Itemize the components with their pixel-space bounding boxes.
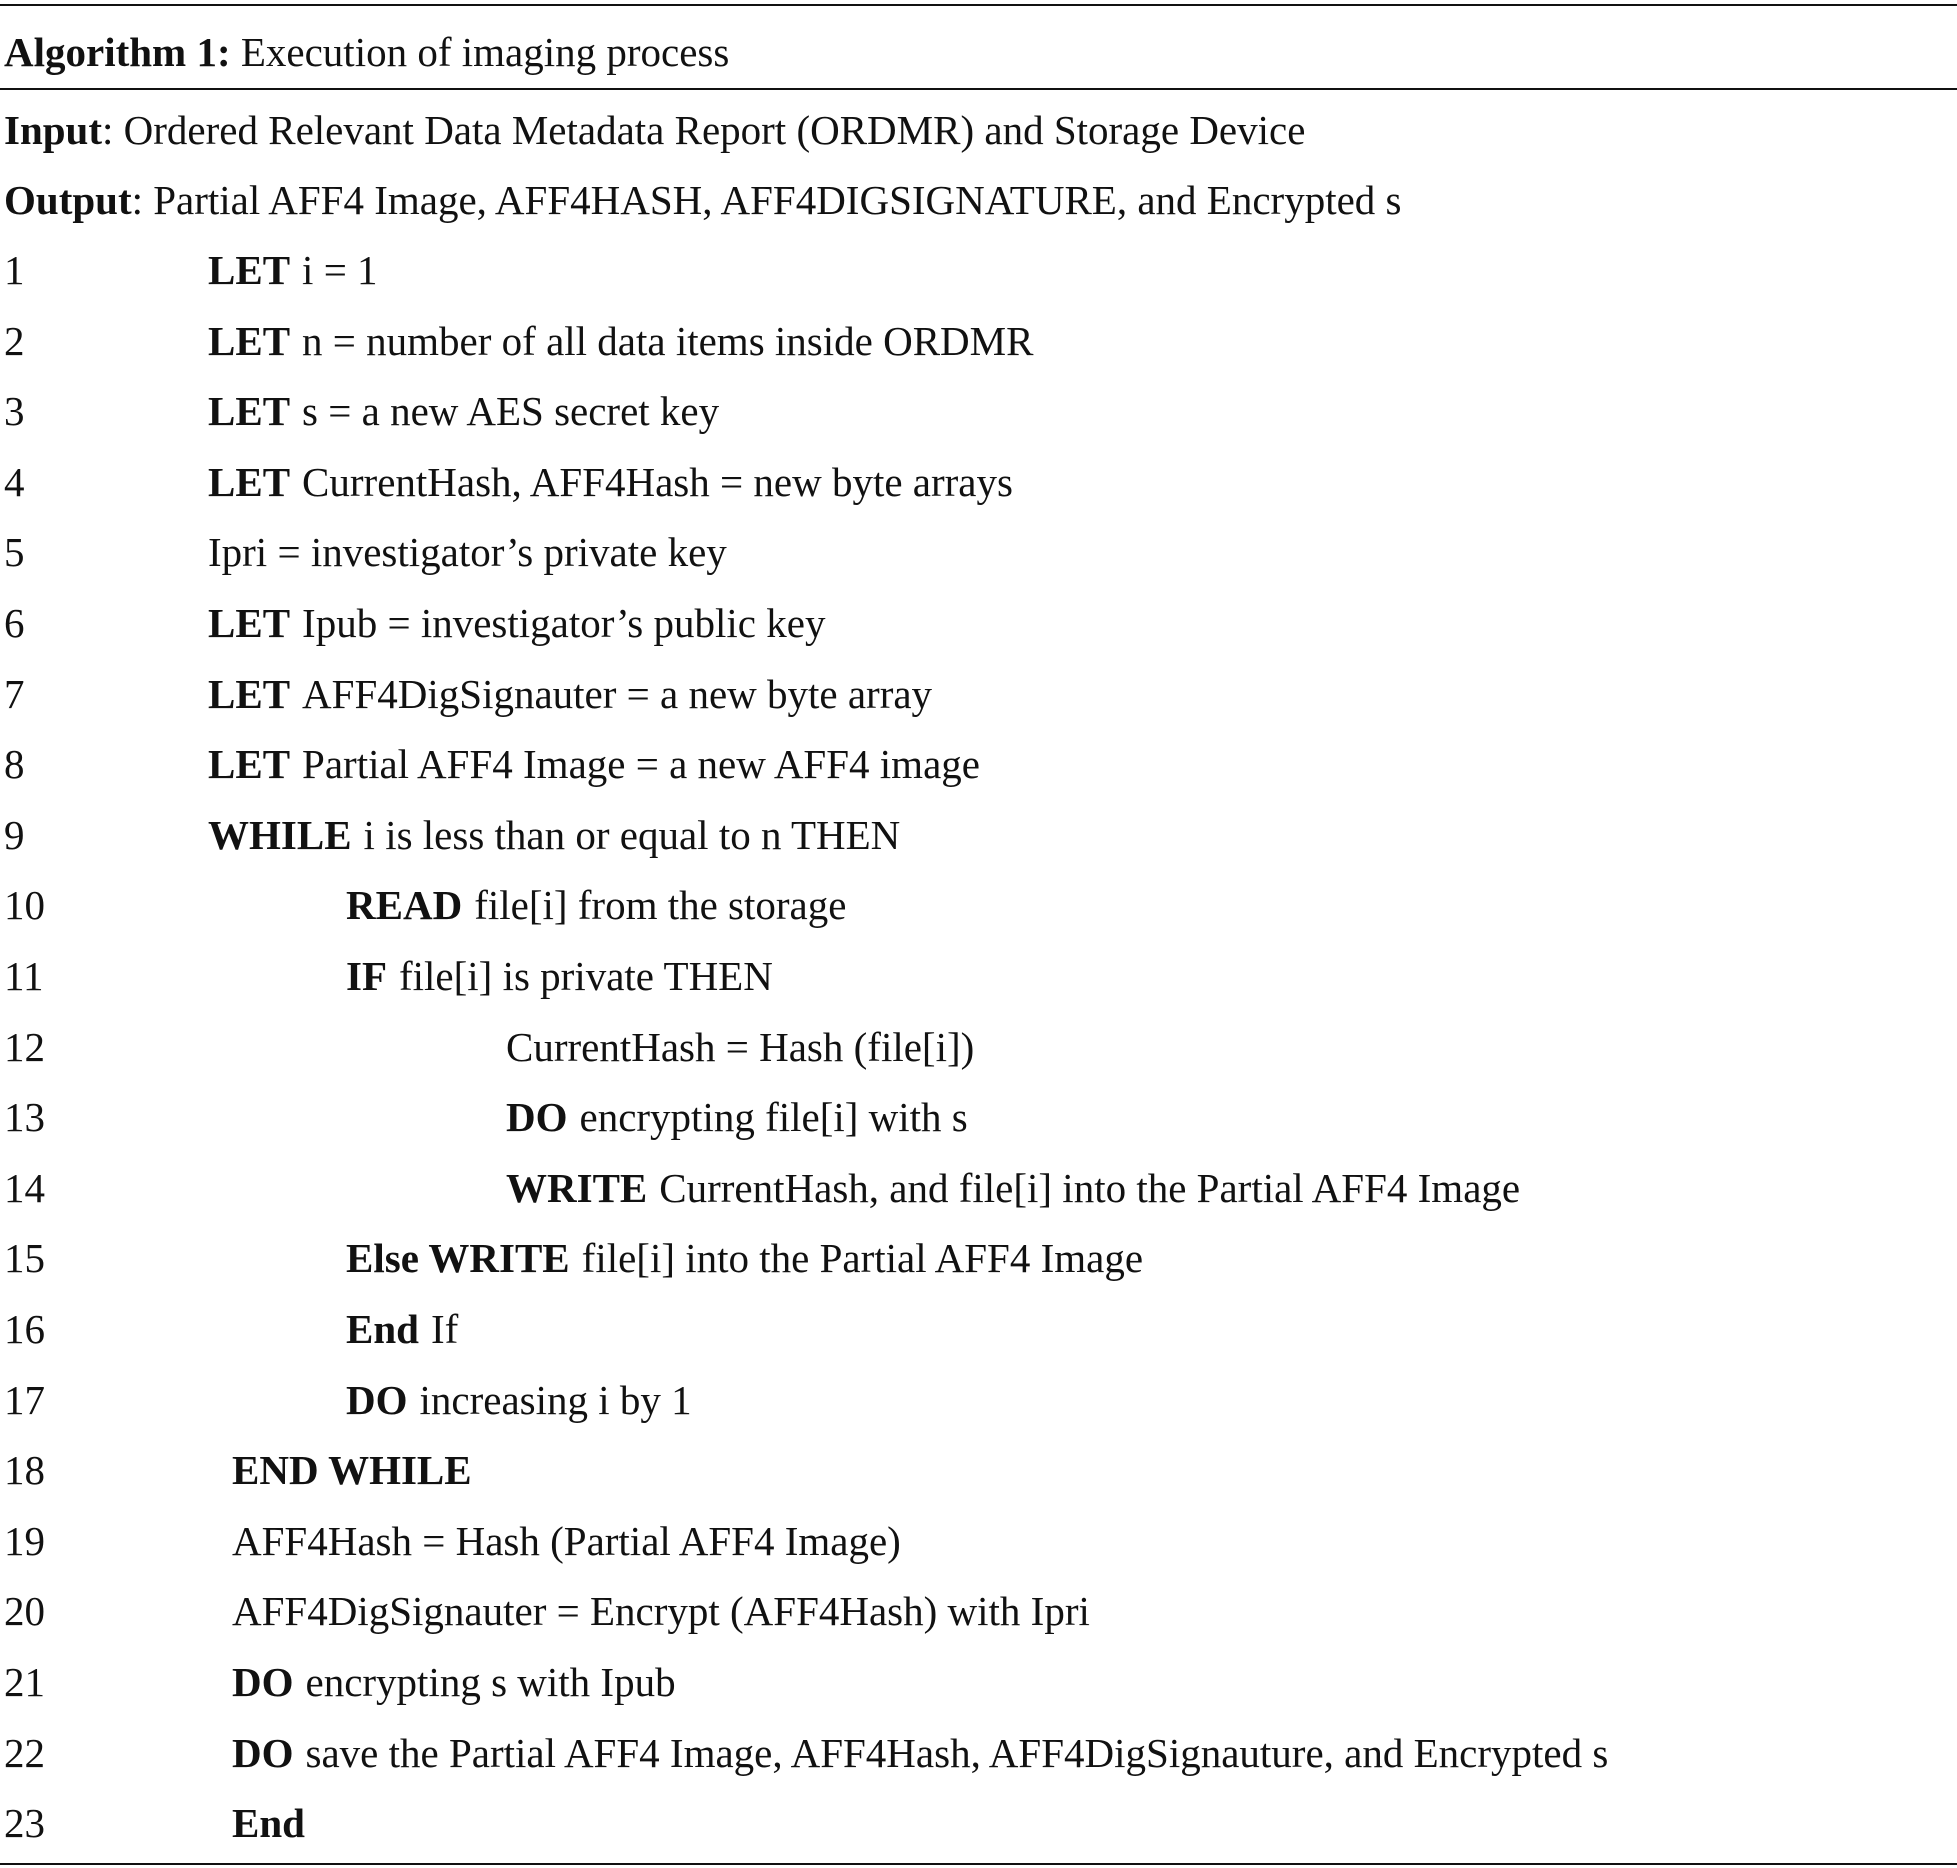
algorithm-caption (4, 22, 729, 82)
code-keyword: Else WRITE (346, 1235, 570, 1281)
code-text: n = number of all data items inside ORDMR (302, 318, 1034, 364)
line-number: 12 (4, 1024, 45, 1070)
line-number: 17 (4, 1377, 45, 1423)
code-line (208, 805, 900, 865)
code-keyword: IF (346, 953, 387, 999)
line-number: 14 (4, 1165, 45, 1211)
line-number: 20 (4, 1588, 45, 1634)
code-line (346, 1228, 1143, 1288)
code-line (346, 1370, 692, 1430)
code-line (346, 946, 773, 1006)
line-number: 4 (4, 459, 25, 505)
line-number: 5 (4, 529, 25, 575)
code-keyword: End (346, 1306, 419, 1352)
output-label: Output (4, 177, 132, 223)
line-number: 1 (4, 247, 25, 293)
algorithm-input (4, 100, 1305, 160)
input-label: Input (4, 107, 103, 153)
line-number: 13 (4, 1094, 45, 1140)
code-text: i is less than or equal to n THEN (363, 812, 901, 858)
code-keyword: LET (208, 459, 291, 505)
top-rule (0, 4, 1957, 6)
code-line (232, 1581, 1090, 1641)
code-text: increasing i by 1 (419, 1377, 692, 1423)
line-number: 15 (4, 1235, 45, 1281)
code-line (346, 875, 846, 935)
code-text: file[i] is private THEN (399, 953, 773, 999)
line-number: 21 (4, 1659, 45, 1705)
code-line (232, 1793, 305, 1853)
code-line (232, 1440, 472, 1500)
code-keyword: LET (208, 318, 291, 364)
caption-rule (0, 88, 1957, 90)
code-text: Partial AFF4 Image = a new AFF4 image (302, 741, 980, 787)
code-line (208, 664, 932, 724)
code-line (506, 1087, 968, 1147)
code-line (208, 522, 727, 582)
line-number: 6 (4, 600, 25, 646)
code-keyword: LET (208, 247, 291, 293)
line-number: 10 (4, 882, 45, 928)
algorithm-title: Execution of imaging process (240, 29, 730, 75)
code-text: If (430, 1306, 459, 1352)
code-keyword: LET (208, 741, 291, 787)
output-text: : Partial AFF4 Image, AFF4HASH, AFF4DIGSIGNATURE, and Encrypted s (131, 177, 1402, 223)
code-text: file[i] from the storage (474, 882, 847, 928)
line-number: 3 (4, 388, 25, 434)
code-keyword: DO (506, 1094, 568, 1140)
code-text: encrypting s with Ipub (305, 1659, 676, 1705)
code-text: encrypting file[i] with s (579, 1094, 968, 1140)
code-text: AFF4Hash = Hash (Partial AFF4 Image) (232, 1518, 901, 1564)
code-keyword: END WHILE (232, 1447, 472, 1493)
line-number: 19 (4, 1518, 45, 1564)
code-keyword: LET (208, 671, 291, 717)
code-keyword: LET (208, 388, 291, 434)
code-text: CurrentHash, and file[i] into the Partial AFF4 Image (659, 1165, 1521, 1211)
code-text: Ipub = investigator’s public key (302, 600, 826, 646)
code-keyword: DO (232, 1659, 294, 1705)
code-keyword: WRITE (506, 1165, 648, 1211)
code-text: save the Partial AFF4 Image, AFF4Hash, AFF4DigSignauture, and Encrypted s (305, 1730, 1609, 1776)
line-number: 8 (4, 741, 25, 787)
code-line (208, 452, 1013, 512)
code-keyword: WHILE (208, 812, 352, 858)
code-line (208, 593, 825, 653)
code-line (208, 311, 1033, 371)
line-number: 7 (4, 671, 25, 717)
input-text: : Ordered Relevant Data Metadata Report (ORDMR) and Storage Device (102, 107, 1306, 153)
code-text: s = a new AES secret key (302, 388, 720, 434)
code-keyword: READ (346, 882, 463, 928)
line-number: 16 (4, 1306, 45, 1352)
code-text: CurrentHash = Hash (file[i]) (506, 1024, 975, 1070)
code-line (208, 240, 378, 300)
code-keyword: LET (208, 600, 291, 646)
algorithm-label: Algorithm 1: (4, 29, 231, 75)
code-text: AFF4DigSignauter = Encrypt (AFF4Hash) with Ipri (232, 1588, 1090, 1634)
code-line (346, 1299, 458, 1359)
line-number: 11 (4, 953, 44, 999)
code-line (232, 1723, 1608, 1783)
code-text: CurrentHash, AFF4Hash = new byte arrays (302, 459, 1013, 505)
line-number: 18 (4, 1447, 45, 1493)
code-keyword: End (232, 1800, 305, 1846)
code-line (506, 1017, 974, 1077)
code-text: file[i] into the Partial AFF4 Image (581, 1235, 1144, 1281)
bottom-rule (0, 1863, 1957, 1865)
code-line (232, 1652, 676, 1712)
code-text: i = 1 (302, 247, 378, 293)
code-keyword: DO (232, 1730, 294, 1776)
code-line (208, 381, 719, 441)
line-number: 9 (4, 812, 25, 858)
code-line (232, 1511, 901, 1571)
algorithm-output (4, 170, 1402, 230)
code-line (208, 734, 980, 794)
line-number: 23 (4, 1800, 45, 1846)
line-number: 22 (4, 1730, 45, 1776)
code-line (506, 1158, 1520, 1218)
code-keyword: DO (346, 1377, 408, 1423)
line-number: 2 (4, 318, 25, 364)
code-text: AFF4DigSignauter = a new byte array (302, 671, 933, 717)
code-text: Ipri = investigator’s private key (208, 529, 727, 575)
